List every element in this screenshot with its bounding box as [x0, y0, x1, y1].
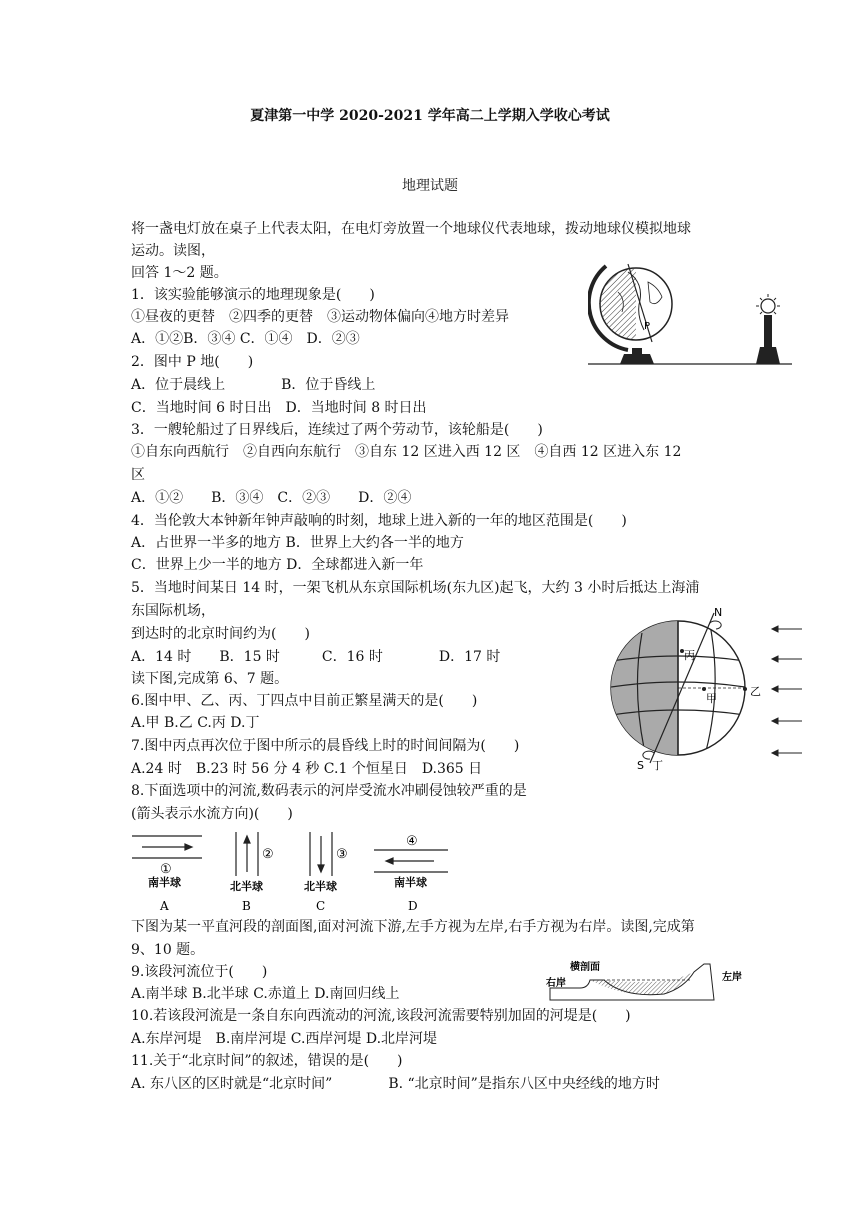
river-letter-a: A — [160, 899, 169, 913]
options: A.24 时 B.23 时 56 分 4 秒 C.1 个恒星日 D.365 日 — [131, 761, 483, 777]
options: A．14 时 B．15 时 C．16 时 D．17 时 — [131, 649, 501, 665]
question-10: 10.若该段河流是一条自东向西流动的河流,该段河流需要特别加固的河堤是( ) — [131, 1008, 631, 1024]
options: A.南半球 B.北半球 C.赤道上 D.南回归线上 — [131, 986, 400, 1002]
river-hemi-d: 南半球 — [394, 876, 427, 889]
options: A．位于晨线上 B．位于昏线上 — [131, 377, 376, 393]
text-line: 9、10 题。 — [131, 942, 205, 958]
earth-daynight-figure — [602, 603, 804, 775]
river-num-2: ② — [262, 847, 274, 862]
question-2: 2．图中 P 地( ) — [131, 354, 254, 370]
question-3: 3．一艘轮船过了日界线后，连续过了两个劳动节，该轮船是( ) — [131, 422, 543, 438]
question-6: 6.图中甲、乙、丙、丁四点中目前正繁星满天的是( ) — [131, 693, 478, 709]
options: C．世界上少一半的地方 D．全球都进入新一年 — [131, 557, 424, 573]
question-8: 8.下面选项中的河流,数码表示的河岸受流水冲刷侵蚀较严重的是 — [131, 783, 527, 799]
question-5: 5．当地时间某日 14 时，一架飞机从东京国际机场(东九区)起飞，大约 3 小时后抵达上海浦 — [131, 580, 700, 596]
label-yi: 乙 — [750, 685, 761, 698]
options: A.东岸河堤 B.南岸河堤 C.西岸河堤 D.北岸河堤 — [131, 1031, 438, 1047]
label-bing: 丙 — [684, 649, 695, 662]
question-11: 11.关于“北京时间”的叙述，错误的是( ) — [131, 1053, 403, 1069]
question-7: 7.图中丙点再次位于图中所示的晨昏线上时的时间间隔为( ) — [131, 738, 520, 754]
options: C．当地时间 6 时日出 D．当地时间 8 时日出 — [131, 400, 427, 416]
text-line: 运动。读图， — [131, 243, 215, 259]
text-line: 将一盏电灯放在桌子上代表太阳，在电灯旁放置一个地球仪代表地球，拨动地球仪模拟地球 — [131, 221, 691, 237]
question-1: 1．该实验能够演示的地理现象是( ) — [131, 287, 375, 303]
text-line: 回答 1～2 题。 — [131, 265, 228, 281]
question-9: 9.该段河流位于( ) — [131, 964, 268, 980]
options: A．①② B．③④ C．②③ D．②④ — [131, 490, 412, 506]
question-4: 4．当伦敦大本钟新年钟声敲响的时刻，地球上进入新的一年的地区范围是( ) — [131, 513, 627, 529]
river-num-1: ① — [160, 862, 172, 877]
label-p: P — [644, 321, 651, 332]
text-line: 到达时的北京时间约为( ) — [131, 626, 310, 642]
label-n: N — [714, 606, 723, 619]
text-line: ①昼夜的更替 ②四季的更替 ③运动物体偏向④地方时差异 — [131, 309, 509, 325]
options: A. 东八区的区时就是“北京时间” B. “北京时间”是指东八区中央经线的地方时 — [131, 1076, 660, 1092]
section-right-bank: 右岸 — [546, 978, 566, 989]
text-line: 区 — [131, 467, 145, 483]
exam-subtitle: 地理试题 — [402, 178, 458, 194]
river-letter-b: B — [242, 899, 251, 913]
river-letter-d: D — [408, 899, 418, 913]
label-ding: 丁 — [652, 759, 663, 772]
river-section-figure — [544, 958, 748, 1006]
options: A．①②B．③④ C．①④ D．②③ — [131, 331, 360, 347]
options: A．占世界一半多的地方 B．世界上大约各一半的地方 — [131, 535, 464, 551]
section-title: 横剖面 — [570, 962, 600, 973]
text-line: (箭头表示水流方向)( ) — [131, 806, 293, 822]
text-line: 下图为某一平直河段的剖面图,面对河流下游,左手方视为左岸,右手方视为右岸。读图,完成第 — [131, 919, 695, 935]
text-line: 东国际机场， — [131, 603, 215, 619]
options: A.甲 B.乙 C.丙 D.丁 — [131, 715, 260, 731]
rivers-figure — [128, 828, 458, 920]
river-hemi-b: 北半球 — [230, 880, 263, 893]
river-hemi-a: 南半球 — [148, 876, 181, 889]
text-line: 读下图,完成第 6、7 题。 — [131, 671, 289, 687]
section-left-bank: 左岸 — [722, 972, 742, 983]
globe-lamp-figure — [588, 252, 792, 372]
exam-title: 夏津第一中学 2020-2021 学年高二上学期入学收心考试 — [250, 108, 610, 124]
river-letter-c: C — [316, 899, 326, 913]
label-s: S — [637, 759, 644, 772]
river-num-4: ④ — [406, 834, 418, 849]
label-jia: 甲 — [706, 692, 717, 705]
river-hemi-c: 北半球 — [304, 880, 337, 893]
river-num-3: ③ — [336, 847, 348, 862]
text-line: ①自东向西航行 ②自西向东航行 ③自东 12 区进入西 12 区 ④自西 12 区进入东 12 — [131, 444, 682, 460]
